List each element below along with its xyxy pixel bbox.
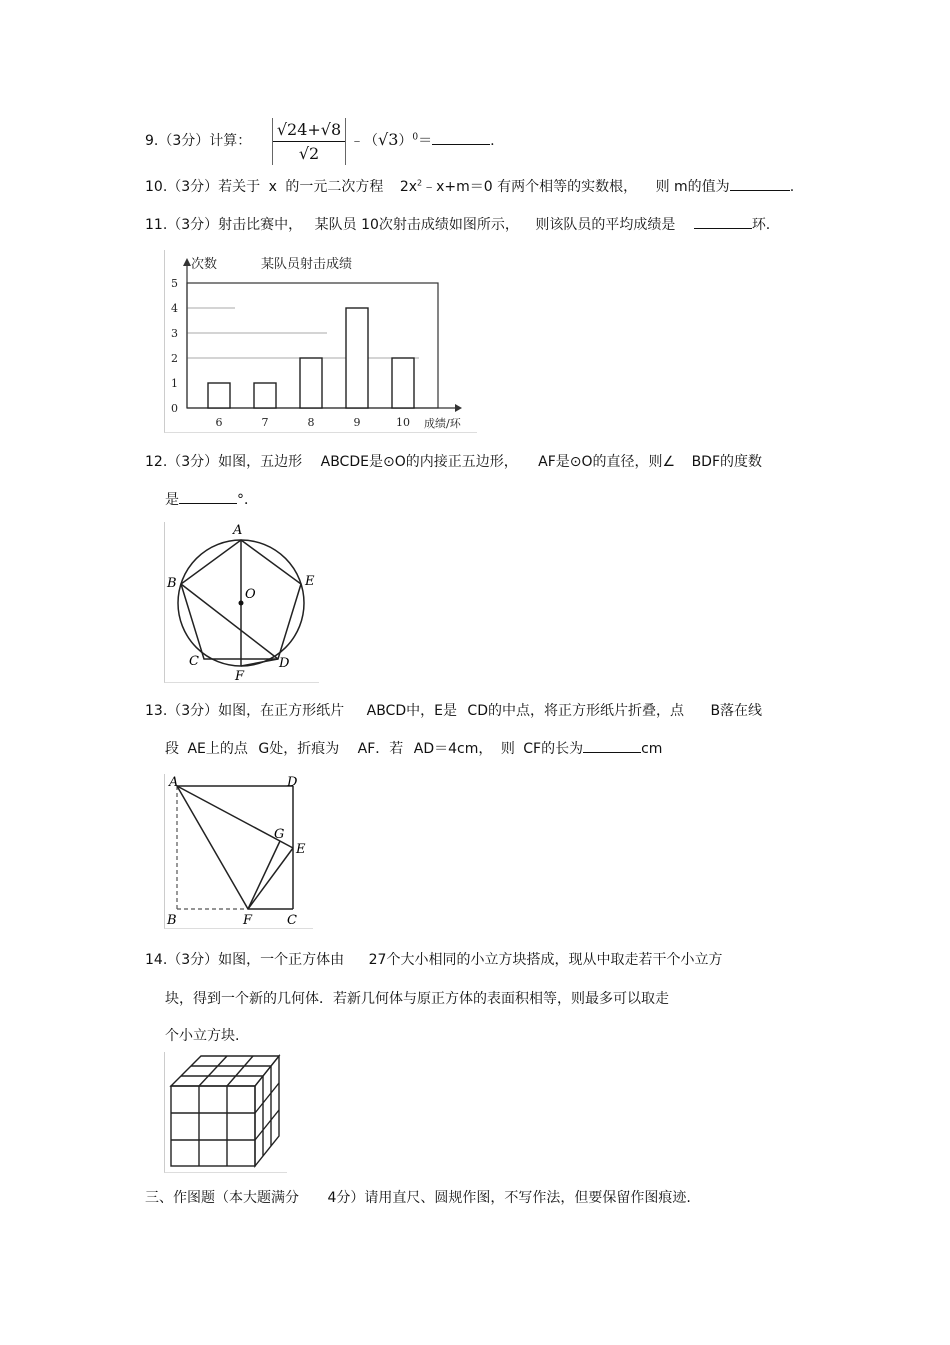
q12-line2	[165, 489, 258, 509]
label-b: B	[167, 576, 177, 591]
q13-text-k: CF的长为	[523, 741, 584, 757]
q10-text-e: m的值为	[674, 179, 730, 195]
y-tick-label: 5	[171, 277, 178, 290]
label-e: E	[305, 574, 315, 589]
label-c: C	[189, 654, 199, 669]
label-b: B	[167, 913, 177, 928]
q9-line	[145, 130, 251, 150]
q9-equals: ＝	[418, 133, 433, 149]
bar	[346, 308, 368, 408]
x-tick-label: 6	[215, 416, 223, 429]
square-fold-figure	[164, 774, 313, 929]
label-g: G	[274, 827, 285, 842]
y-tick-label: 0	[171, 402, 178, 415]
q11-text-a: 11.（3分）射击比赛中，	[145, 217, 303, 233]
q9-prefix: 9.（3分）计算：	[145, 133, 252, 149]
bar	[392, 358, 414, 408]
x-axis-title: 成绩/环	[424, 417, 461, 430]
bar	[208, 383, 230, 408]
center-dot	[239, 601, 244, 606]
label-c: C	[287, 913, 297, 928]
q9-sqrt3: √3	[378, 130, 399, 149]
q14-line2: 块，得到一个新的几何体．若新几何体与原正方体的表面积相等，则最多可以取走	[165, 991, 669, 1007]
section3-heading	[145, 1187, 691, 1207]
q14-text-a: 14.（3分）如图，一个正方体由	[145, 952, 345, 968]
segment-bd	[181, 584, 278, 659]
q11-text-c: 10次射击成绩如图所示，	[361, 217, 519, 233]
q9-denominator: √2	[298, 144, 320, 163]
q10-text-c: 有两个相等的实数根，	[497, 179, 638, 195]
cube-figure	[164, 1052, 287, 1173]
cube-right-face	[255, 1056, 279, 1166]
q12-text-e: 是	[165, 492, 179, 508]
q14-text-b: 27个大小相同的小立方块搭成，现从中取走若干个小立方	[368, 952, 723, 968]
q10-text-a: 10.（3分）若关于	[145, 179, 261, 195]
x-tick-label: 8	[307, 416, 315, 429]
q9-answer-blank[interactable]	[432, 130, 490, 145]
q10-text-d: 则	[655, 179, 670, 195]
q13-line1	[145, 700, 762, 720]
label-d: D	[279, 656, 290, 671]
q13-text-i: AD＝4cm，	[413, 741, 493, 757]
q13-text-d: B落在线	[710, 703, 763, 719]
q10-sup: 2	[417, 178, 423, 188]
q13-line2	[165, 738, 662, 758]
q9-close: ）	[398, 133, 413, 149]
q13-text-f: AE上的点	[187, 741, 248, 757]
q9-tail	[350, 130, 495, 150]
q13-end: cm	[641, 741, 663, 757]
y-tick-label: 4	[171, 302, 178, 315]
section3-text-b: 4分）请用直尺、圆规作图，不写作法，但要保留作图痕迹.	[327, 1190, 691, 1206]
q13-text-b: ABCD中，E是	[366, 703, 457, 719]
q12-answer-blank[interactable]	[179, 489, 237, 504]
segment-fe	[248, 848, 293, 909]
q13-text-j: 则	[500, 741, 515, 757]
q12-text-a: 12.（3分）如图，五边形	[145, 454, 303, 470]
q9-end: .	[490, 133, 495, 149]
q9-power: 0	[412, 132, 419, 143]
q10-eq-a: 2x	[399, 179, 418, 195]
y-axis-title: 次数	[191, 257, 218, 272]
label-d: D	[287, 775, 298, 790]
q13-text-e: 段	[165, 741, 179, 757]
x-tick-label: 10	[396, 416, 410, 429]
y-tick-label: 3	[171, 327, 178, 340]
q11-text-d: 则该队员的平均成绩是	[535, 217, 676, 233]
q10-eq-b: ﹣x+m＝0	[422, 179, 493, 195]
y-tick-label: 1	[171, 377, 178, 390]
label-a: A	[169, 775, 179, 790]
q12-text-b: ABCDE是⊙O的内接正五边形，	[320, 454, 518, 470]
q11-end: 环.	[751, 217, 771, 233]
section3-text-a: 三、作图题（本大题满分	[145, 1190, 299, 1206]
q10-text-b: 的一元二次方程	[285, 179, 384, 195]
x-tick-label: 9	[353, 416, 361, 429]
bar	[254, 383, 276, 408]
label-e: E	[296, 842, 306, 857]
q13-text-a: 13.（3分）如图，在正方形纸片	[145, 703, 345, 719]
q12-text-c: AF是⊙O的直径，则∠	[538, 454, 676, 470]
q9-numerator: √24+√8	[273, 118, 345, 142]
q9-minus: ﹣（	[350, 133, 378, 149]
q14-line1	[145, 949, 722, 969]
shooting-bar-chart	[164, 250, 477, 433]
chart-title: 某队员射击成绩	[261, 257, 353, 272]
q11-answer-blank[interactable]	[694, 214, 752, 229]
q13-text-g: G处，折痕为	[258, 741, 340, 757]
q13-text-c: CD的中点，将正方形纸片折叠，点	[467, 703, 684, 719]
y-axis-arrow	[183, 258, 191, 266]
label-f: F	[243, 913, 253, 928]
q11-line	[145, 214, 770, 234]
cube-front-face	[171, 1086, 255, 1166]
q10-line	[145, 176, 794, 196]
bar	[300, 358, 322, 408]
label-a: A	[233, 523, 243, 538]
label-o: O	[245, 587, 256, 602]
q14-line3: 个小立方块.	[165, 1028, 240, 1044]
q12-text-d: BDF的度数	[691, 454, 762, 470]
q9-fraction	[272, 118, 346, 165]
segment-fg	[248, 841, 280, 909]
x-axis-arrow	[455, 404, 462, 412]
q12-end: °．	[237, 492, 258, 508]
q10-end: .	[789, 179, 795, 195]
segment-df	[241, 659, 278, 666]
label-f: F	[235, 669, 245, 683]
q13-answer-blank[interactable]	[583, 738, 641, 753]
q10-x: x	[268, 179, 277, 195]
y-tick-label: 2	[171, 352, 178, 365]
pentagon-figure	[164, 522, 319, 683]
q12-line1	[145, 451, 762, 471]
q13-text-h: AF．若	[357, 741, 404, 757]
q10-answer-blank[interactable]	[730, 176, 790, 191]
x-tick-label: 7	[261, 416, 269, 429]
q11-text-b: 某队员	[314, 217, 357, 233]
